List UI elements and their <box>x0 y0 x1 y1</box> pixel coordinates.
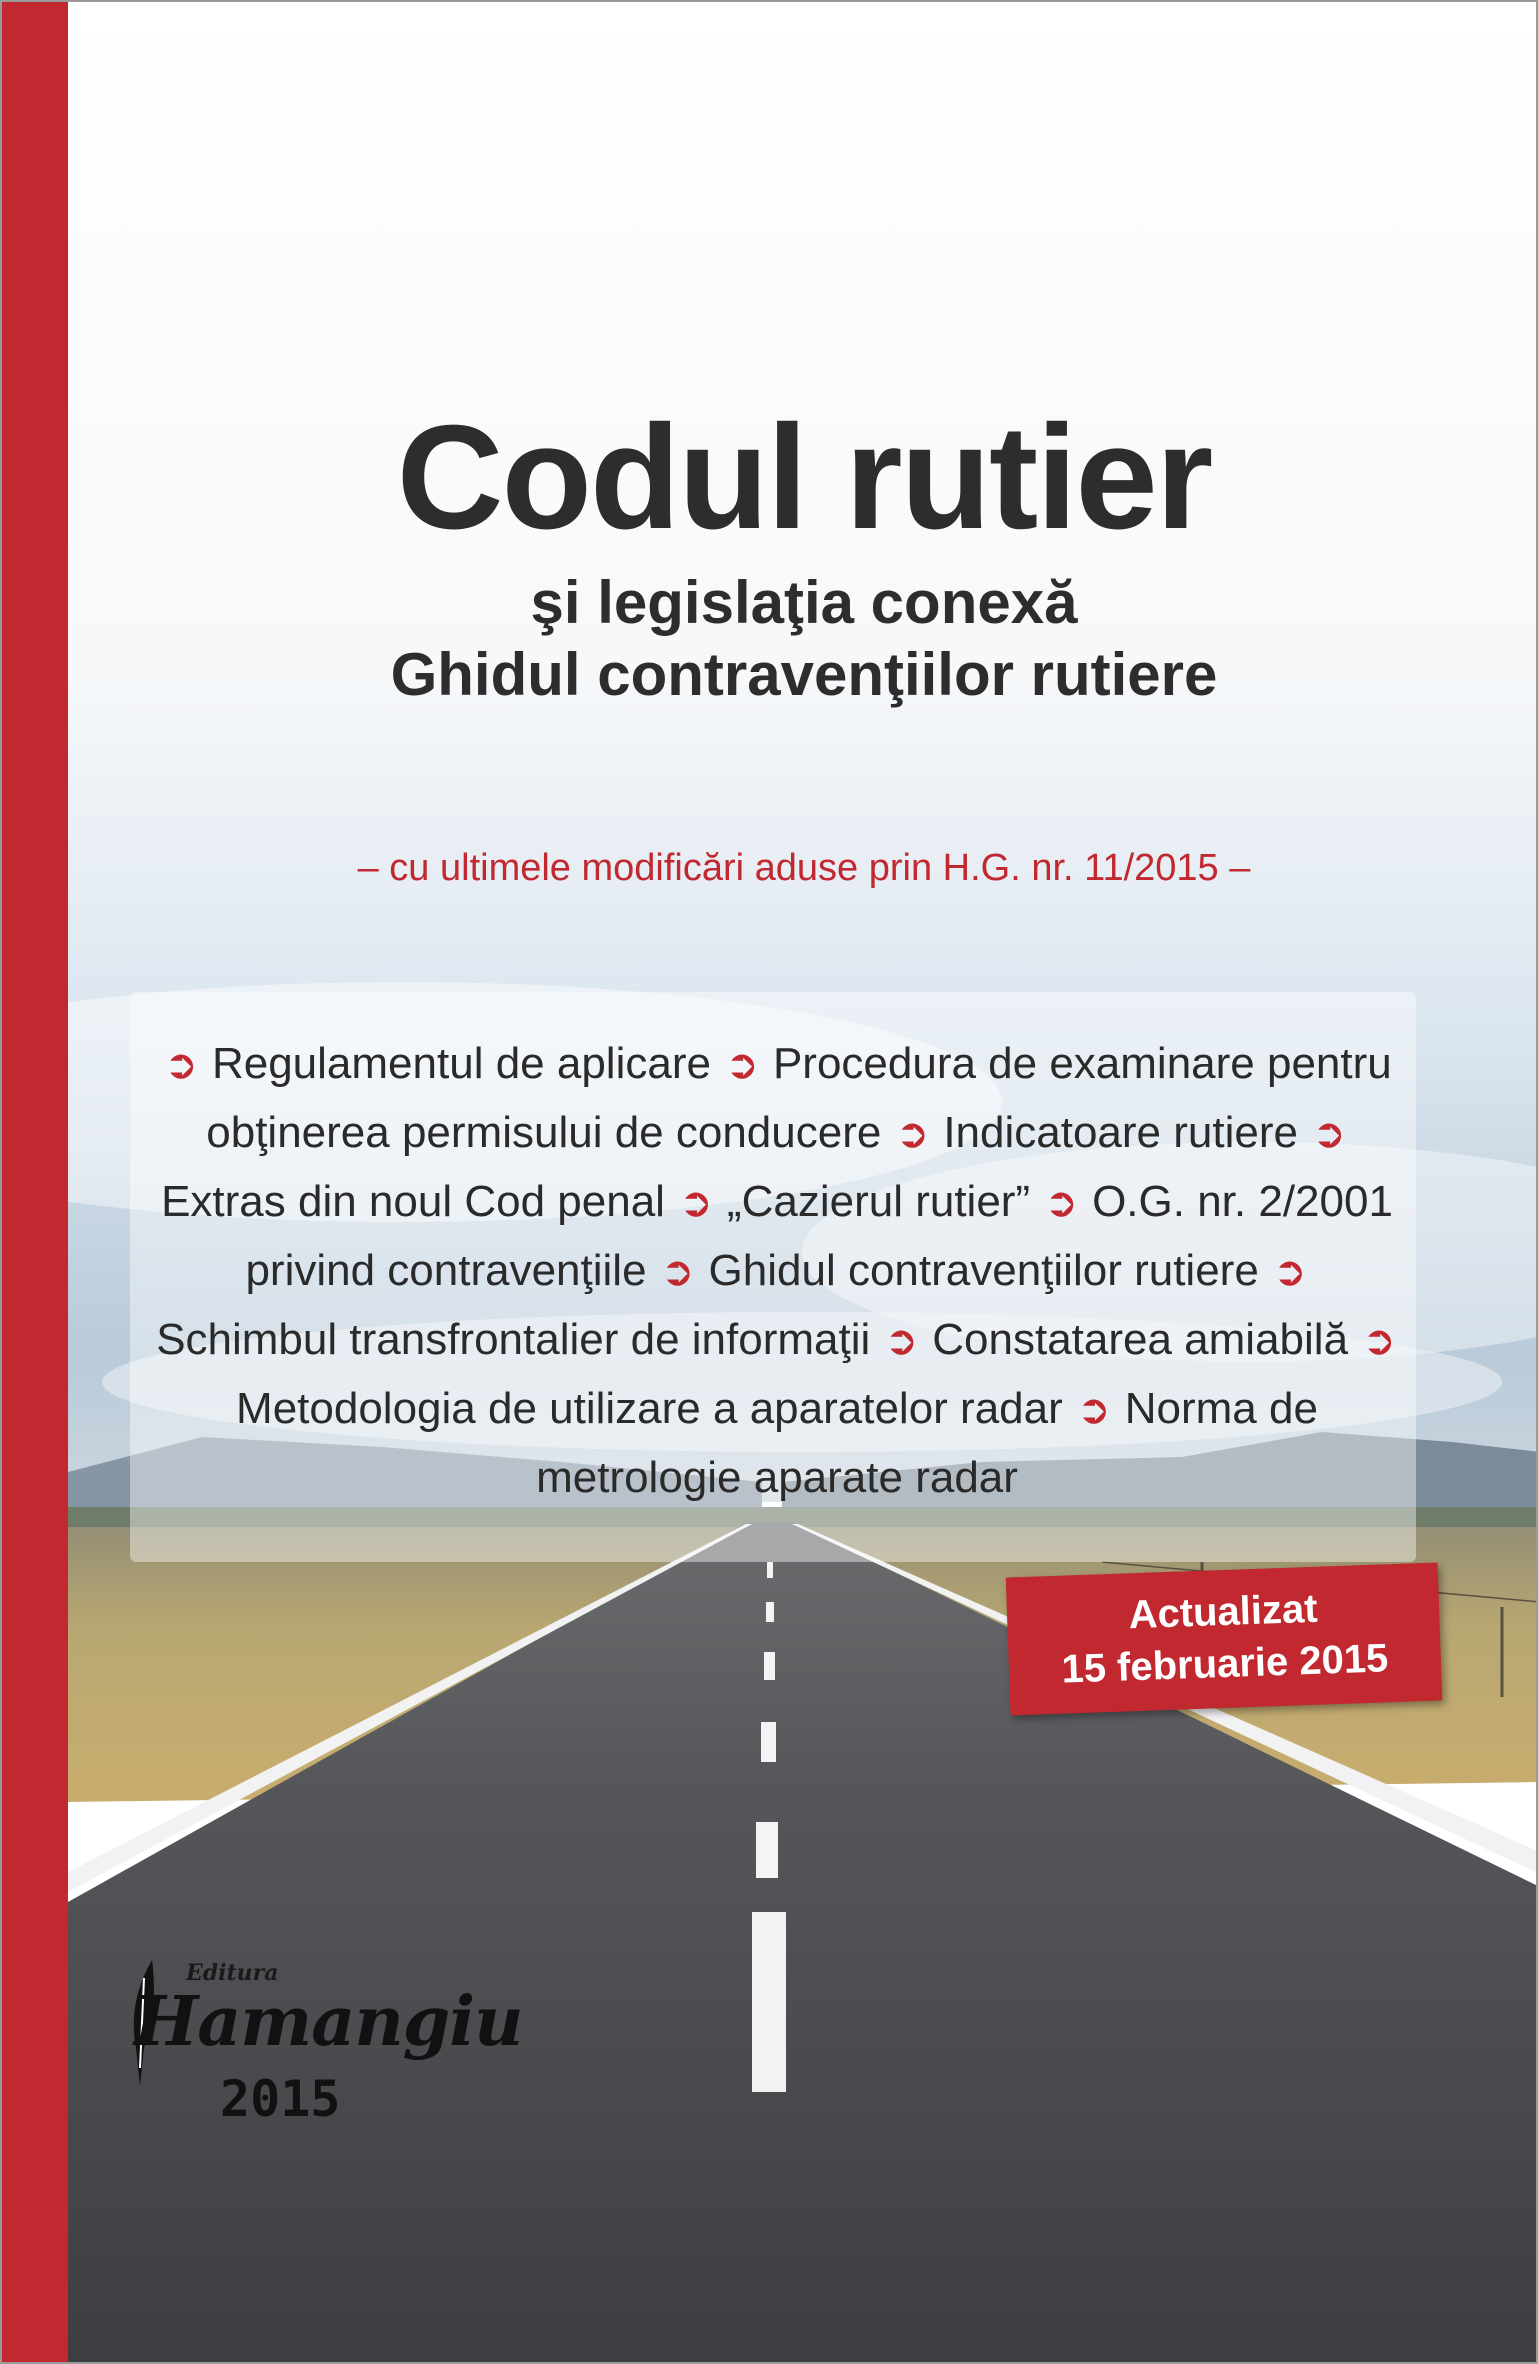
arrow-right-circle-icon: ➲ <box>1044 1181 1078 1225</box>
arrow-right-circle-icon: ➲ <box>1362 1319 1396 1363</box>
updated-badge <box>1006 1563 1443 1716</box>
arrow-right-circle-icon: ➲ <box>679 1181 713 1225</box>
topic-item: Metodologia de utilizare a aparatelor radar <box>236 1384 1063 1433</box>
arrow-right-circle-icon: ➲ <box>1273 1250 1307 1294</box>
topic-item: Indicatoare rutiere <box>943 1108 1298 1157</box>
badge-line1: Actualizat <box>1127 1586 1319 1638</box>
arrow-right-circle-icon: ➲ <box>1312 1112 1346 1156</box>
arrow-right-circle-icon: ➲ <box>884 1319 919 1363</box>
publisher-logo <box>126 1952 523 2172</box>
publisher-label: Editura <box>186 1960 279 1986</box>
red-spine-stripe <box>2 2 68 2364</box>
topic-item: Ghidul contravenţiilor rutiere <box>708 1246 1259 1295</box>
publisher-year: 2015 <box>220 2070 341 2128</box>
topic-item: „Cazierul rutier” <box>726 1177 1031 1226</box>
topic-item: Procedura de examinare pentru obţinerea permisului de conducere <box>206 1039 1392 1157</box>
book-title: Codul rutier <box>396 395 1212 560</box>
arrow-right-circle-icon: ➲ <box>164 1043 198 1087</box>
topic-item: Schimbul transfrontalier de informaţii <box>156 1315 871 1364</box>
topic-item: Norma de metrologie aparate radar <box>536 1384 1318 1502</box>
topic-item: O.G. nr. 2/2001 privind contravenţiile <box>245 1177 1393 1295</box>
book-subtitle-line1: şi legislaţia conexă <box>530 569 1078 636</box>
topic-item: Constatarea amiabilă <box>932 1315 1349 1364</box>
topic-item: Regulamentul de aplicare <box>211 1039 711 1088</box>
book-subtitle-line2: Ghidul contravenţiilor rutiere <box>390 641 1218 708</box>
update-note: – cu ultimele modificări aduse prin H.G. nr. 11/2015 – <box>357 847 1251 889</box>
publisher-name: Hamangiu <box>134 1982 523 2062</box>
topic-item: Extras din noul Cod penal <box>161 1177 665 1226</box>
topics-list <box>152 1030 1402 1511</box>
arrow-right-circle-icon: ➲ <box>725 1043 759 1087</box>
arrow-right-circle-icon: ➲ <box>660 1250 695 1294</box>
arrow-right-circle-icon: ➲ <box>1077 1388 1111 1432</box>
badge-line2: 15 februarie 2015 <box>1060 1636 1389 1692</box>
arrow-right-circle-icon: ➲ <box>895 1112 930 1156</box>
